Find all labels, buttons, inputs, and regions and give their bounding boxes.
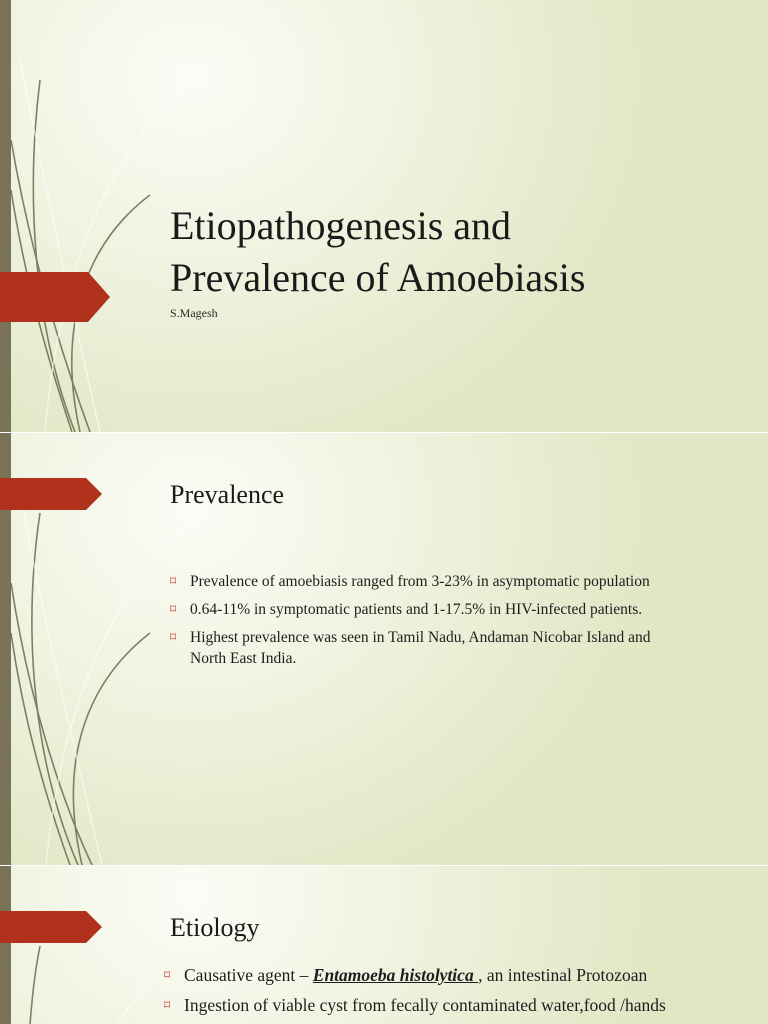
list-item: ⌑ Highest prevalence was seen in Tamil Nadu, Andaman Nicobar Island and North East India. bbox=[170, 629, 651, 667]
bullet-icon: ⌑ bbox=[170, 574, 177, 588]
accent-tab bbox=[0, 272, 112, 322]
etiology-slide bbox=[0, 866, 768, 1024]
bullet-icon: ⌑ bbox=[164, 998, 171, 1012]
accent-tab bbox=[0, 478, 104, 510]
list-item: ⌑ Ingestion of viable cyst from fecally contaminated water,food /hands bbox=[164, 995, 666, 1015]
prevalence-slide bbox=[0, 433, 768, 865]
title-line-2: Prevalence of Amoebiasis bbox=[170, 255, 586, 300]
list-item: ⌑ Prevalence of amoebiasis ranged from 3-23% in asymptomatic population bbox=[170, 573, 650, 590]
bullet-icon: ⌑ bbox=[164, 968, 171, 982]
slide-title bbox=[170, 200, 585, 304]
list-item: ⌑ Causative agent – Entamoeba histolytica , an intestinal Protozoan bbox=[164, 965, 648, 985]
slide-title: Etiology bbox=[170, 913, 260, 942]
slide-title: Prevalence bbox=[170, 480, 285, 509]
bullet-icon: ⌑ bbox=[170, 602, 177, 616]
organism-name: Entamoeba histolytica bbox=[312, 965, 479, 985]
accent-tab bbox=[0, 911, 104, 943]
list-item: ⌑ 0.64-11% in symptomatic patients and 1-17.5% in HIV-infected patients. bbox=[170, 601, 643, 618]
title-line-1: Etiopathogenesis and bbox=[170, 203, 512, 248]
bullet-list bbox=[170, 571, 750, 669]
author-name: S.Magesh bbox=[170, 306, 218, 320]
bullet-icon: ⌑ bbox=[170, 630, 177, 644]
bullet-list bbox=[164, 963, 754, 1017]
title-slide bbox=[0, 0, 768, 432]
